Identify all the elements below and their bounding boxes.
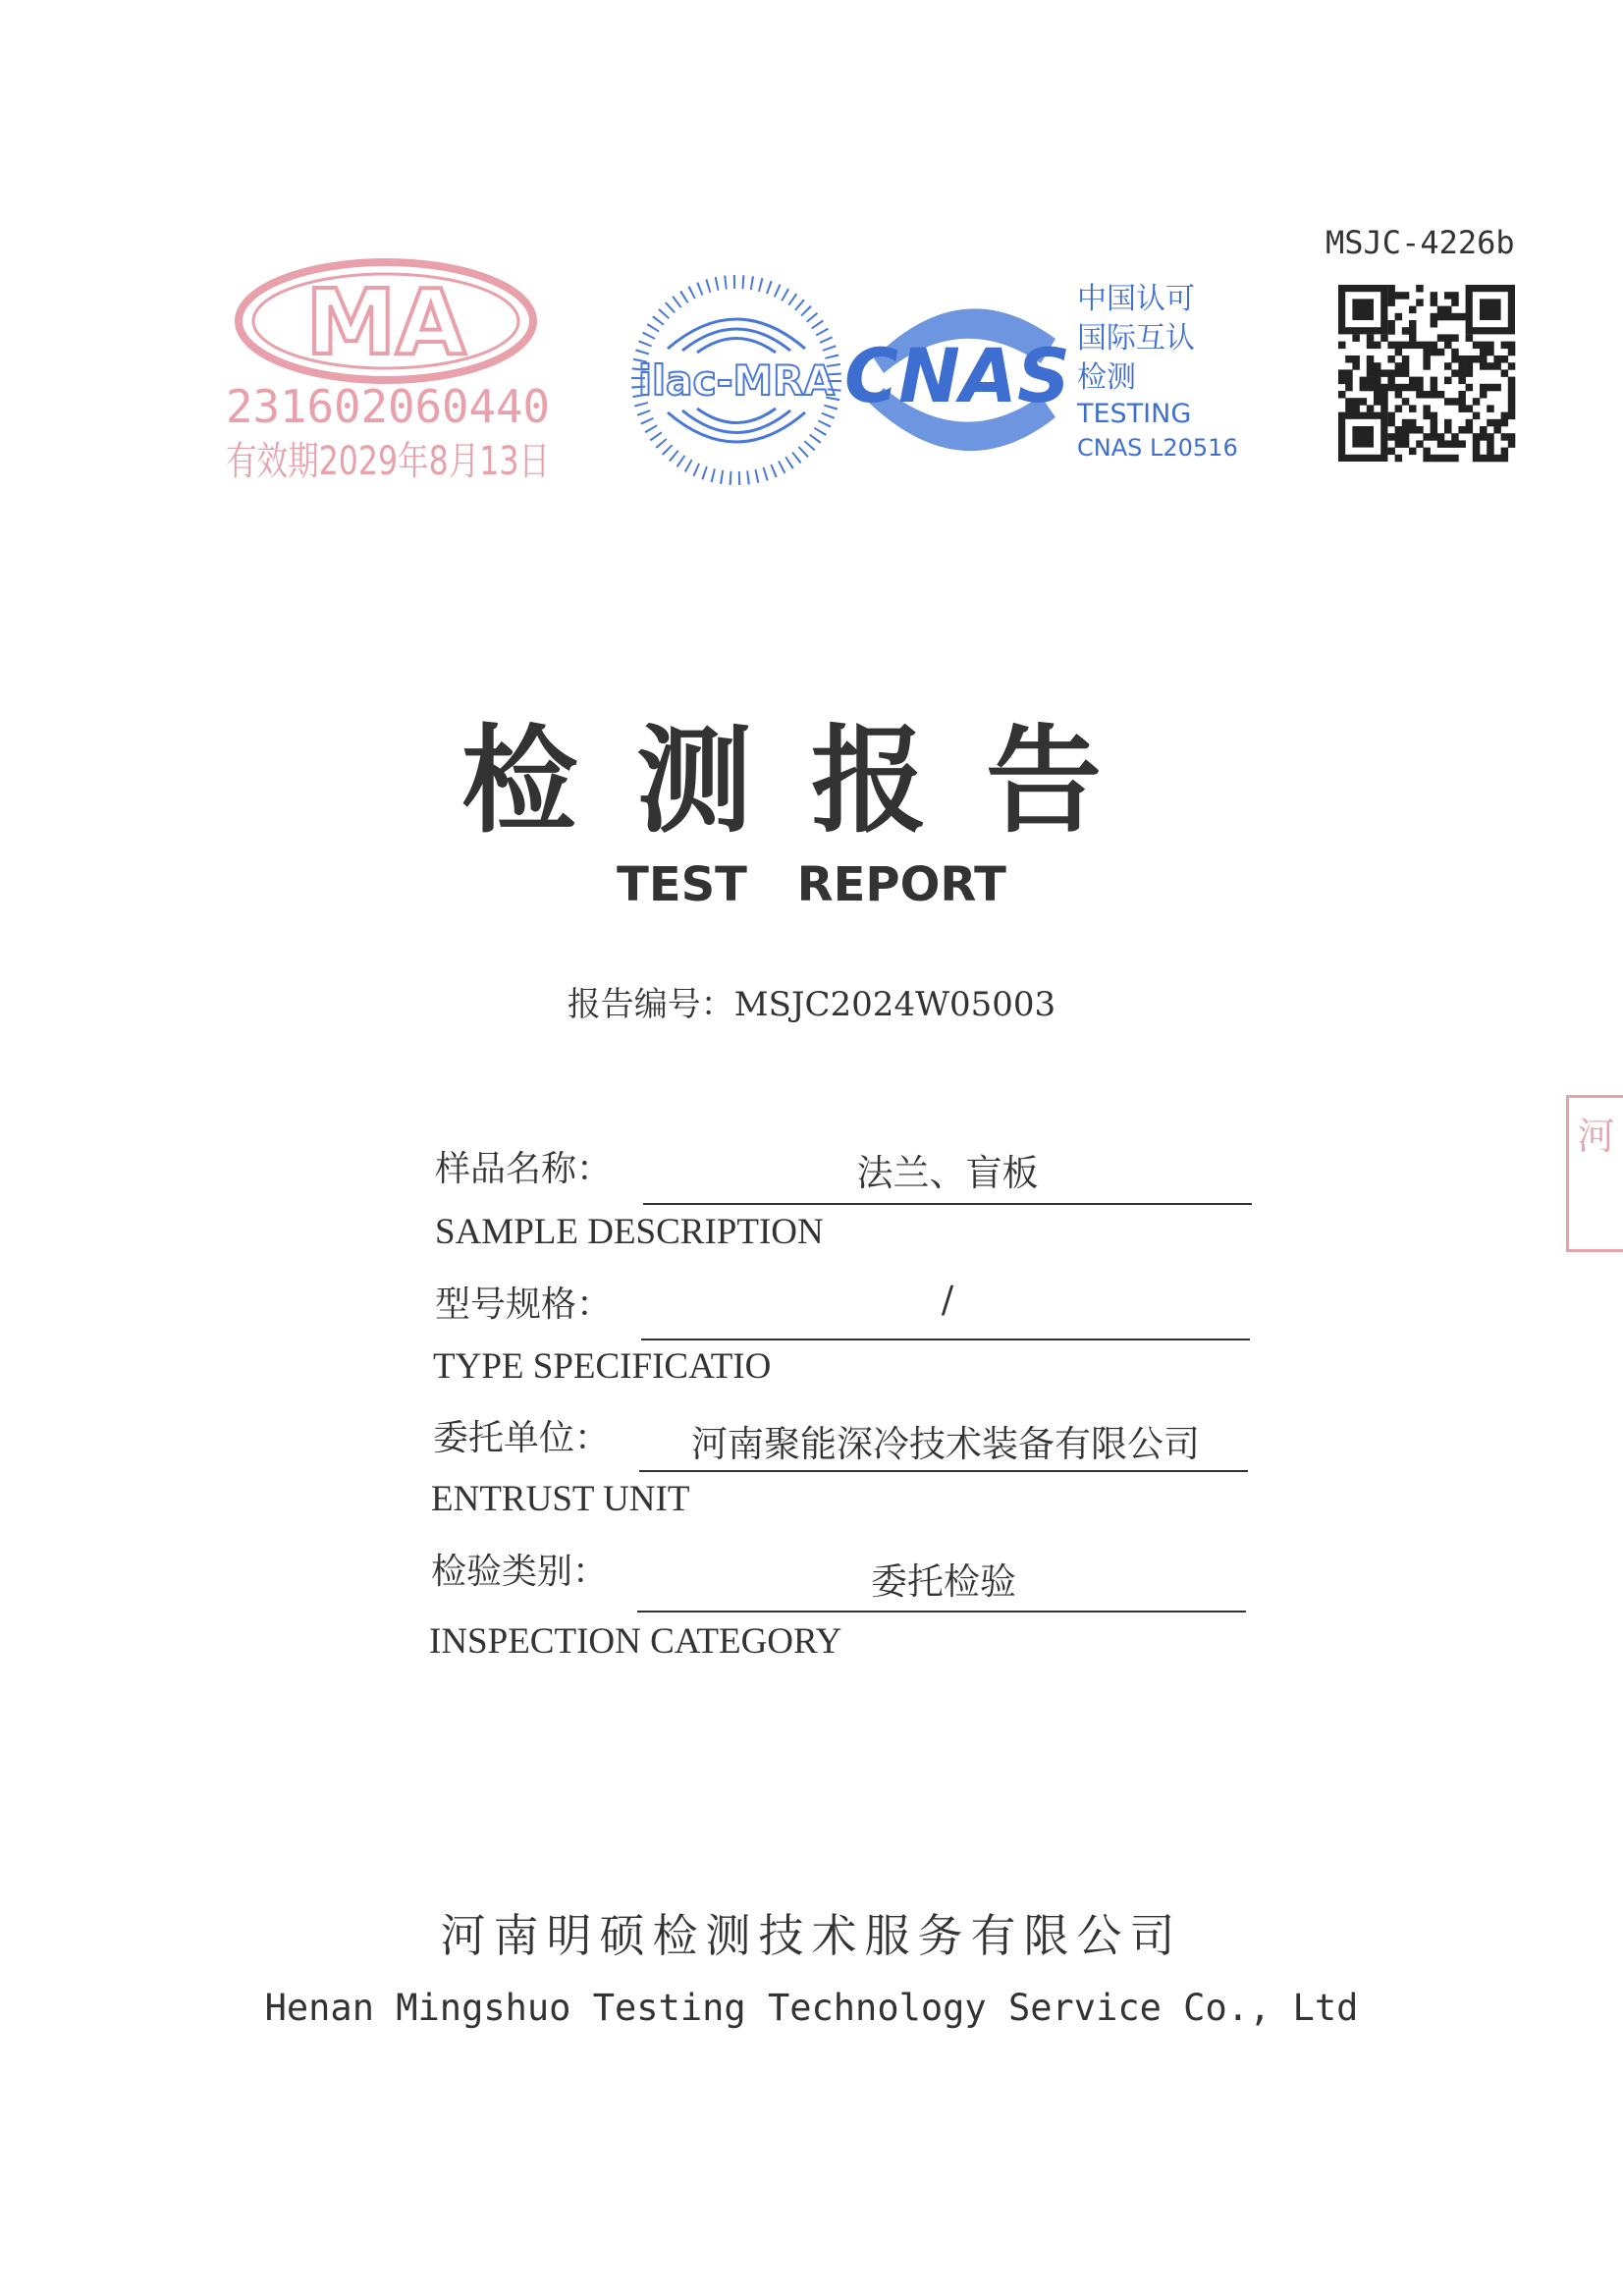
- cnas-logo: [844, 280, 1080, 476]
- sample-name-label: 样品名称：: [435, 1149, 613, 1189]
- ilac-mra-logo: [628, 270, 844, 491]
- type-specification-label: TYPE SPECIFICATIO: [433, 1346, 772, 1387]
- inspection-category-value: 委托检验: [871, 1560, 1016, 1603]
- cnas-line-2: 国际互认: [1077, 321, 1195, 355]
- document-code: MSJC-4226b: [1325, 224, 1515, 261]
- side-stamp-text: 河: [1577, 1115, 1615, 1158]
- cma-cert-number: 231602060440: [226, 380, 550, 433]
- entrust-unit-label-en: ENTRUST UNIT: [431, 1479, 690, 1519]
- cma-validity: 有效期2029年8月13日: [226, 439, 550, 484]
- model-spec-underline: [641, 1339, 1250, 1340]
- company-name-cn: 河南明硕检测技术服务有限公司: [440, 1909, 1183, 1962]
- sample-name-underline: [643, 1203, 1252, 1205]
- inspection-category-label-cn: 检验类别：: [431, 1552, 609, 1592]
- ilac-logo-text: ilac-MRA: [638, 356, 836, 405]
- inspection-category-underline: [637, 1611, 1246, 1613]
- report-title-cn: 检测报告: [461, 712, 1162, 848]
- sample-name-value: 法兰、盲板: [856, 1152, 1039, 1194]
- report-number-value: MSJC2024W05003: [733, 985, 1056, 1024]
- cnas-logo-text: CNAS: [844, 332, 1070, 419]
- side-stamp: [1566, 1095, 1623, 1252]
- sample-description-label: SAMPLE DESCRIPTION: [435, 1212, 824, 1252]
- entrust-unit-underline: [639, 1470, 1248, 1472]
- cnas-line-4: TESTING: [1077, 399, 1192, 429]
- cnas-reg-number: CNAS L20516: [1077, 434, 1238, 462]
- qr-code-icon: [1338, 285, 1515, 462]
- report-title-en: TEST REPORT: [617, 857, 1006, 912]
- cma-logo: [224, 250, 558, 496]
- cnas-line-1: 中国认可: [1077, 282, 1195, 316]
- company-name-en: Henan Mingshuo Testing Technology Service Co., Ltd: [264, 1987, 1359, 2029]
- inspection-category-label-en: INSPECTION CATEGORY: [429, 1621, 842, 1662]
- entrust-unit-label-cn: 委托单位：: [433, 1418, 611, 1458]
- cnas-line-3: 检测: [1077, 360, 1136, 395]
- cnas-globe-icon: [844, 280, 1080, 476]
- cma-logo-text: MA: [305, 270, 466, 375]
- ilac-mra-icon: [628, 270, 844, 491]
- model-spec-label: 型号规格：: [435, 1285, 613, 1325]
- report-number-label: 报告编号：: [567, 985, 734, 1024]
- cnas-caption: [1077, 280, 1244, 476]
- model-spec-value: /: [941, 1279, 954, 1321]
- entrust-unit-value: 河南聚能深冷技术装备有限公司: [691, 1423, 1200, 1465]
- cma-seal-icon: [224, 250, 558, 496]
- report-number: [0, 977, 1623, 1025]
